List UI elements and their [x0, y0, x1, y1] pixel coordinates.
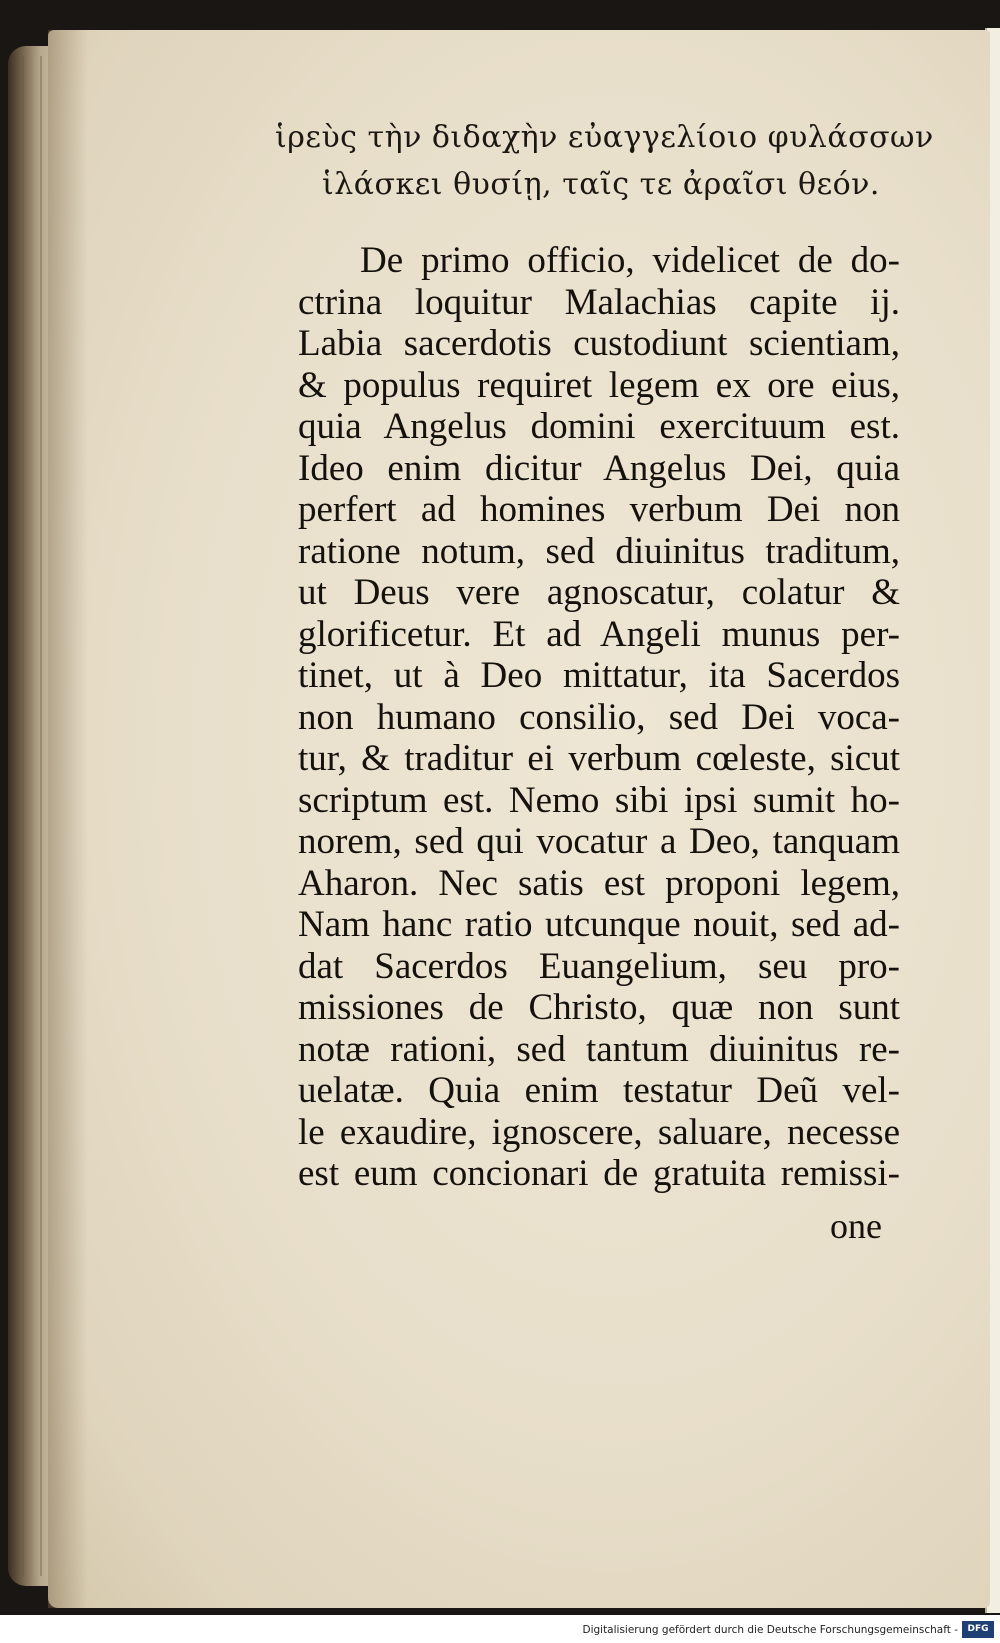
latin-text-block	[298, 240, 900, 1195]
text-line: non humano consilio, sed Dei voca-	[298, 696, 900, 738]
text-line: Labia sacerdotis custodiunt scientiam,	[298, 323, 900, 364]
text-line: tur, & traditur ei verbum cœleste, sicut	[298, 738, 900, 779]
text-line: missiones de Christo, quæ non sunt	[298, 987, 900, 1028]
text-line: perfert ad homines verbum Dei non	[298, 489, 900, 530]
text-line: De primo officio, videlicet de do-	[360, 240, 900, 281]
text-line: ratione notum, sed diuinitus traditum,	[298, 530, 900, 572]
text-line: Aharon. Nec satis est proponi legem,	[298, 862, 900, 904]
text-line: notæ rationi, sed tantum diuinitus re-	[298, 1028, 900, 1070]
text-line: tinet, ut à Deo mittatur, ita Sacerdos	[298, 655, 900, 696]
text-line: Nam hanc ratio utcunque nouit, sed ad-	[298, 904, 900, 945]
greek-verse-line-1: ἱρεὺς τὴν διδαχὴν εὐαγγελίοιο φυλάσσων	[275, 120, 934, 155]
dfg-logo[interactable]: DFG	[962, 1621, 994, 1638]
text-line: uelatæ. Quia enim testatur Deũ vel-	[298, 1070, 900, 1111]
text-line: dat Sacerdos Euangelium, seu pro-	[298, 945, 900, 987]
text-line: glorificetur. Et ad Angeli munus per-	[298, 613, 900, 655]
funding-note: Digitalisierung gefördert durch die Deutsche Forschungsgemeinschaft -	[582, 1624, 958, 1636]
greek-verse-line-2: ἱλάσκει θυσίῃ, ταῖς τε ἀραῖσι θεόν.	[322, 167, 880, 202]
text-line: est eum concionari de gratuita remissi-	[298, 1153, 900, 1194]
text-line: le exaudire, ignoscere, saluare, necesse	[298, 1111, 900, 1153]
text-line: norem, sed qui vocatur a Deo, tanquam	[298, 821, 900, 862]
text-line: ut Deus vere agnoscatur, colatur &	[298, 572, 900, 613]
text-line: Ideo enim dicitur Angelus Dei, quia	[298, 447, 900, 489]
text-line: ctrina loquitur Malachias capite ij.	[298, 281, 900, 323]
text-line: scriptum est. Nemo sibi ipsi sumit ho-	[298, 779, 900, 821]
text-line: quia Angelus domini exercituum est.	[298, 406, 900, 447]
text-line: & populus requiret legem ex ore eius,	[298, 364, 900, 406]
catchword: one	[830, 1206, 882, 1246]
